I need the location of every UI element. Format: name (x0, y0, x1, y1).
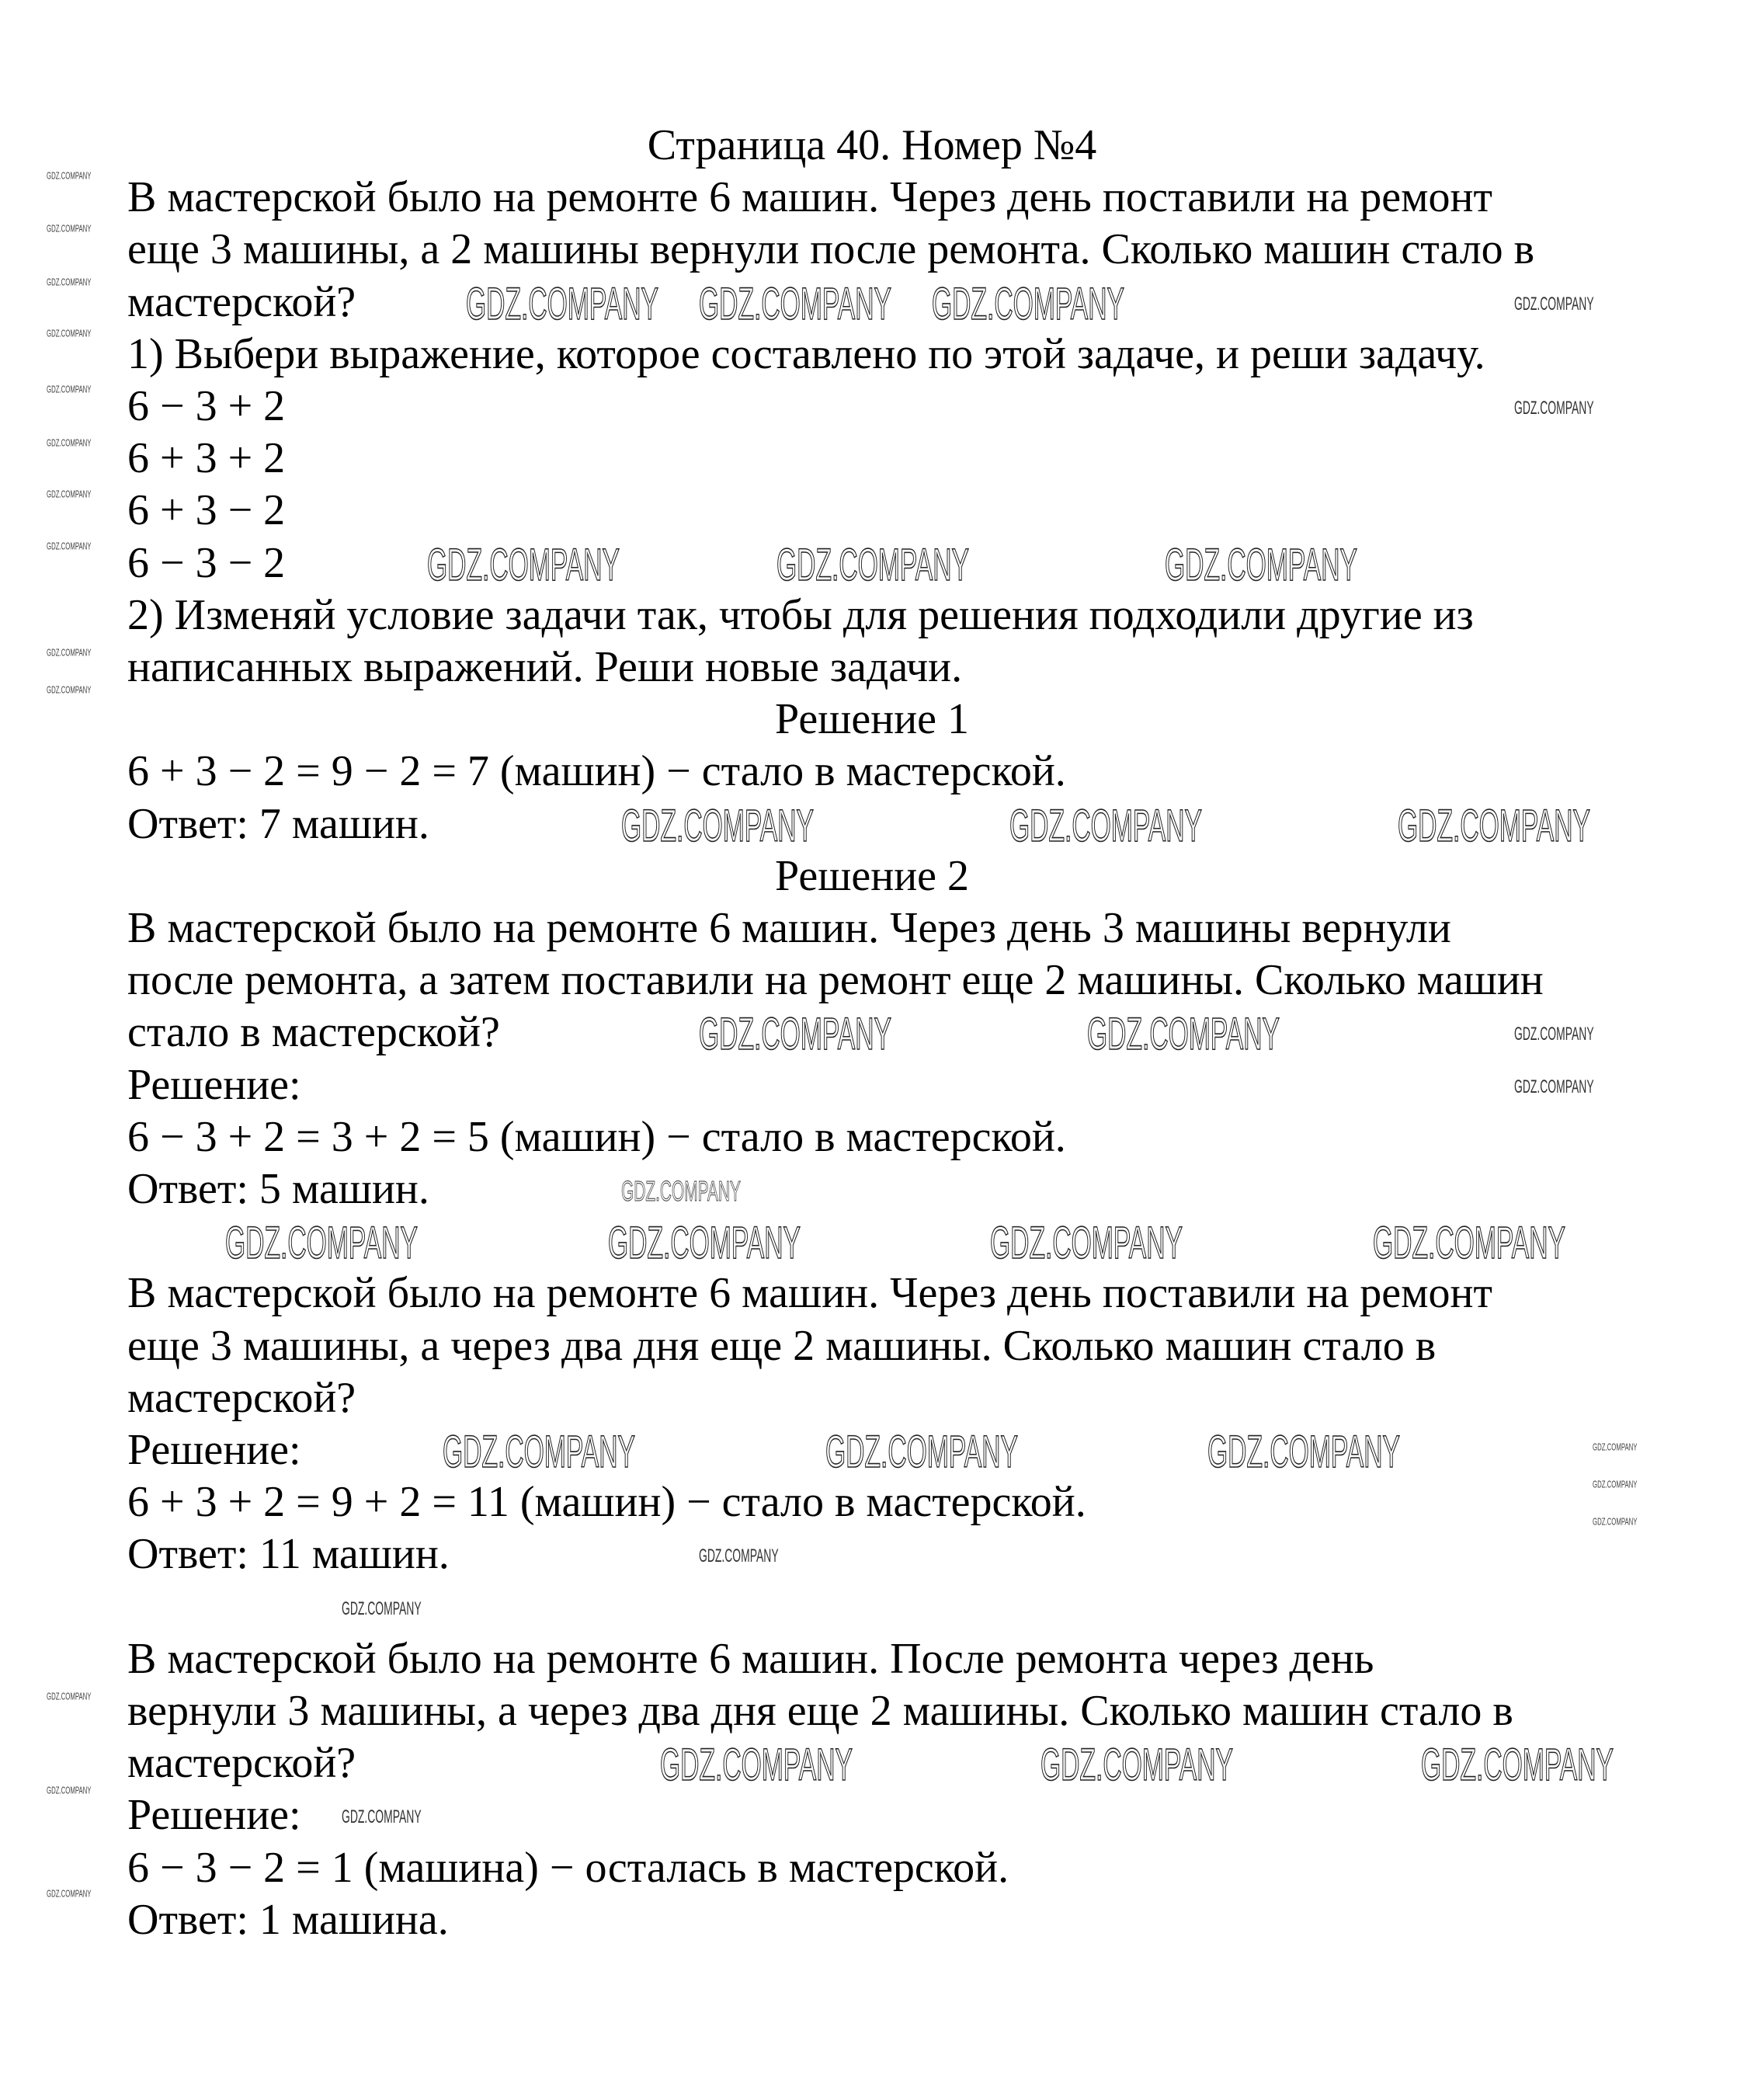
section-heading: Решение 1 (774, 695, 970, 744)
text-line: 6 − 3 − 2 = 1 (машина) − осталась в мастерской. (127, 1843, 1009, 1892)
watermark: GDZ.COMPANY (47, 1887, 92, 1900)
watermark: GDZ.COMPANY (47, 488, 92, 500)
watermark: GDZ.COMPANY (608, 1218, 801, 1269)
watermark: GDZ.COMPANY (825, 1427, 1018, 1477)
watermark: GDZ.COMPANY (47, 1690, 92, 1702)
watermark: GDZ.COMPANY (47, 276, 92, 288)
watermark: GDZ.COMPANY (1514, 1024, 1594, 1045)
watermark: GDZ.COMPANY (1165, 539, 1357, 590)
text-line: вернули 3 машины, а через два дня еще 2 машины. Сколько машин стало в (127, 1687, 1513, 1735)
watermark: GDZ.COMPANY (225, 1218, 418, 1269)
watermark: GDZ.COMPANY (1087, 1009, 1280, 1060)
watermark: GDZ.COMPANY (342, 1806, 422, 1828)
watermark: GDZ.COMPANY (1514, 293, 1594, 315)
text-line: В мастерской было на ремонте 6 машин. После ремонта через день (127, 1634, 1374, 1683)
watermark: GDZ.COMPANY (699, 278, 891, 329)
text-line: мастерской? (127, 1373, 356, 1422)
page-title: Страница 40. Номер №4 (647, 121, 1097, 169)
text-line: 6 + 3 + 2 = 9 + 2 = 11 (машин) − стало в мастерской. (127, 1478, 1086, 1527)
text-line: Ответ: 7 машин. (127, 799, 429, 848)
text-line: 6 − 3 − 2 (127, 538, 286, 587)
watermark: GDZ.COMPANY (443, 1427, 635, 1477)
watermark: GDZ.COMPANY (1398, 800, 1590, 851)
watermark: GDZ.COMPANY (990, 1218, 1183, 1269)
watermark: GDZ.COMPANY (699, 1009, 891, 1060)
watermark: GDZ.COMPANY (1009, 800, 1202, 851)
watermark: GDZ.COMPANY (621, 1175, 741, 1207)
text-line: еще 3 машины, а 2 машины вернули после ремонта. Сколько машин стало в (127, 225, 1535, 274)
watermark: GDZ.COMPANY (1514, 398, 1594, 419)
watermark: GDZ.COMPANY (47, 169, 92, 182)
text-line: после ремонта, а затем поставили на ремонт еще 2 машины. Сколько машин (127, 956, 1544, 1005)
watermark: GDZ.COMPANY (1593, 1441, 1638, 1453)
watermark: GDZ.COMPANY (47, 646, 92, 659)
text-line: Ответ: 11 машин. (127, 1530, 450, 1579)
text-line: мастерской? (127, 1739, 356, 1788)
text-line: Решение: (127, 1791, 301, 1840)
text-line: 6 + 3 + 2 (127, 434, 286, 483)
text-line: 6 + 3 − 2 (127, 486, 286, 535)
watermark: GDZ.COMPANY (466, 278, 658, 329)
text-line: 6 − 3 + 2 = 3 + 2 = 5 (машин) − стало в мастерской. (127, 1112, 1066, 1161)
watermark: GDZ.COMPANY (47, 327, 92, 339)
watermark: GDZ.COMPANY (621, 800, 814, 851)
text-line: мастерской? (127, 277, 356, 326)
text-line: 6 − 3 + 2 (127, 382, 286, 430)
watermark: GDZ.COMPANY (932, 278, 1124, 329)
watermark: GDZ.COMPANY (47, 683, 92, 696)
text-line: 1) Выбери выражение, которое составлено по этой задаче, и реши задачу. (127, 329, 1485, 378)
watermark: GDZ.COMPANY (699, 1545, 779, 1567)
text-line: В мастерской было на ремонте 6 машин. Через день поставили на ремонт (127, 173, 1492, 222)
watermark: GDZ.COMPANY (660, 1740, 853, 1791)
watermark: GDZ.COMPANY (1207, 1427, 1400, 1477)
watermark: GDZ.COMPANY (1040, 1740, 1233, 1791)
section-heading: Решение 2 (774, 851, 970, 900)
watermark: GDZ.COMPANY (47, 436, 92, 449)
text-line: В мастерской было на ремонте 6 машин. Через день 3 машины вернули (127, 904, 1451, 952)
watermark: GDZ.COMPANY (47, 222, 92, 235)
watermark: GDZ.COMPANY (1373, 1218, 1565, 1269)
watermark: GDZ.COMPANY (47, 383, 92, 395)
text-line: 6 + 3 − 2 = 9 − 2 = 7 (машин) − стало в мастерской. (127, 747, 1066, 796)
text-line: Ответ: 5 машин. (127, 1165, 429, 1213)
text-line: Решение: (127, 1060, 301, 1109)
text-line: 2) Изменяй условие задачи так, чтобы для решения подходили другие из (127, 590, 1474, 639)
watermark: GDZ.COMPANY (47, 540, 92, 552)
watermark: GDZ.COMPANY (47, 1784, 92, 1796)
text-line: Ответ: 1 машина. (127, 1895, 449, 1944)
watermark: GDZ.COMPANY (1421, 1740, 1614, 1791)
text-line: В мастерской было на ремонте 6 машин. Через день поставили на ремонт (127, 1269, 1492, 1318)
watermark: GDZ.COMPANY (342, 1598, 422, 1619)
watermark: GDZ.COMPANY (776, 539, 969, 590)
watermark: GDZ.COMPANY (427, 539, 620, 590)
text-line: написанных выражений. Реши новые задачи. (127, 643, 963, 691)
watermark: GDZ.COMPANY (1593, 1515, 1638, 1528)
text-line: Решение: (127, 1426, 301, 1474)
watermark: GDZ.COMPANY (1514, 1076, 1594, 1097)
text-line: еще 3 машины, а через два дня еще 2 машины. Сколько машин стало в (127, 1321, 1437, 1370)
text-line: стало в мастерской? (127, 1008, 500, 1057)
watermark: GDZ.COMPANY (1593, 1478, 1638, 1490)
